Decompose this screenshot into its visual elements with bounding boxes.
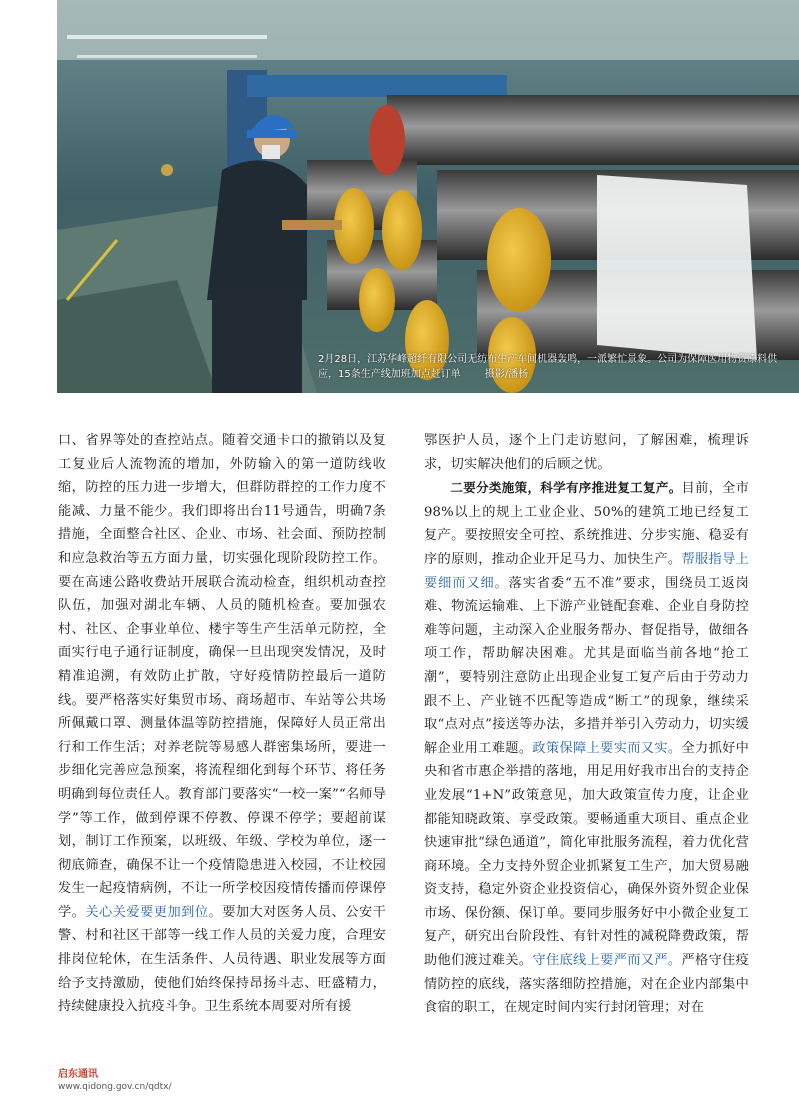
factory-scene-illustration [57,0,799,393]
right-column [424,429,749,1020]
right-text-2d: 严格守住疫情防控的底线，落实落细防控措施，对在企业内部集中食宿的职工，在规定时间内实行封闭管理；对在 [424,953,750,1016]
subheading-guidance: 帮服指导上要细而又细。 [424,551,749,591]
subheading-policy: 政策保障上要实而又实。 [532,740,682,756]
left-text-2: 要加大对医务人员、公安干警、村和社区干部等一线工作人员的关爱力度，合理安排岗位轮休，在生活条件、人员待遇、职业发展等方面给予支持激励，使他们始终保持昂扬斗志、旺盛精力，持续健康投入抗疫斗争。卫生系统本周要对所有援 [58,904,387,1015]
right-text-2c: 全力抓好中央和省市惠企举措的落地，用足用好我市出台的支持企业发展“1+N”政策意见，加大政策宣传力度，让企业都能知晓政策、享受政策。要畅通重大项目、重点企业快速审批“绿色通道”，简化审批服务流程，着力优化营商环境。全力支持外贸企业抓紧复工生产，加大贸易融资支持，稳定外资企业投资信心，确保外资外贸企业保市场、保份额、保订单。要同步服务好中小微企业复工复产，研究出台阶段性、有针对性的减税降费政策，帮助他们渡过难关。 [424,740,750,969]
article-paragraph [424,429,749,476]
subheading-care: 关心关爱要更加到位。 [85,904,223,920]
page-footer [58,1068,172,1093]
article-paragraph [58,429,386,1019]
right-text-2b: 落实省委“五不准”要求，围绕员工返岗难、物流运输难、上下游产业链配套难、企业自身防控难等问题，主动深入企业服务帮办、督促指导，做细各项工作，帮助解决困难。尤其是面临当前各地“抢工潮”，要特别注意防止出现企业复工复产后由于劳动力跟不上、产业链不匹配等造成“断工”的现象，继续采取“点对点”接送等办法，多措并举引入劳动力，切实缓解企业用工难题。 [424,575,749,756]
right-text-2a: 目前，全市98%以上的规上工业企业、50%的建筑工地已经复工复产。要按照安全可控、系统推进、分步实施、稳妥有序的原则，推动企业开足马力、加快生产。 [424,481,750,567]
subheading-bottomline: 守住底线上要严而又严。 [532,953,682,969]
left-column [58,429,386,1019]
left-text-1: 口、省界等处的查控站点。随着交通卡口的撤销以及复工复业后人流物流的增加，外防输入的第一道防线收缩，防控的压力进一步增大，但群防群控的工作力度不能减、力量不能少。我们即将出台11号通告，明确7条措施，全面整合社区、企业、市场、社会面、预防控制和应急救治等五方面力量，切实强化现阶段防控工作。要在高速公路收费站开展联合流动检查，组织机动查控队伍，加强对湖北车辆、人员的随机检查。要加强农村、社区、企事业单位、楼宇等生产生活单元防控，全面实行电子通行证制度，确保一旦出现突发情况，及时精准追溯，有效防止扩散，守好疫情防控最后一道防线。要严格落实好集贸市场、商场超市、车站等公共场所佩戴口罩、测量体温等防控措施，保障好人员正常出行和工作生活；对养老院等易感人群密集场所，要进一步细化完善应急预案，将流程细化到每个环节、将任务明确到每位责任人。教育部门要落实“一校一案”“名师导学”等工作，做到停课不停教、停课不停学；要超前谋划，制订工作预案，以班级、年级、学校为单位，逐一彻底筛查，确保不让一个疫情隐患进入校园，不让校园发生一起疫情病例，不让一所学校因疫情传播而停课停学。 [58,433,386,920]
right-text-1: 鄂医护人员，逐个上门走访慰问，了解困难，梳理诉求，切实解决他们的后顾之忧。 [424,433,749,472]
article-paragraph [424,476,749,1020]
photo-credit: 摄影/潘杨 [484,369,529,380]
section-heading-2: 二要分类施策，科学有序推进复工复产。 [450,480,682,496]
footer-brand: 启东通讯 [58,1069,98,1080]
footer-url: www.qidong.gov.cn/qdtx/ [58,1082,172,1092]
caption-text: 2月28日，江苏华峰超纤有限公司无纺布生产车间机器轰鸣，一派繁忙景象。公司为保障医用物资原料供应，15条生产线加班加点赶订单 [318,354,778,380]
factory-photo [57,0,799,393]
photo-caption [318,352,788,382]
